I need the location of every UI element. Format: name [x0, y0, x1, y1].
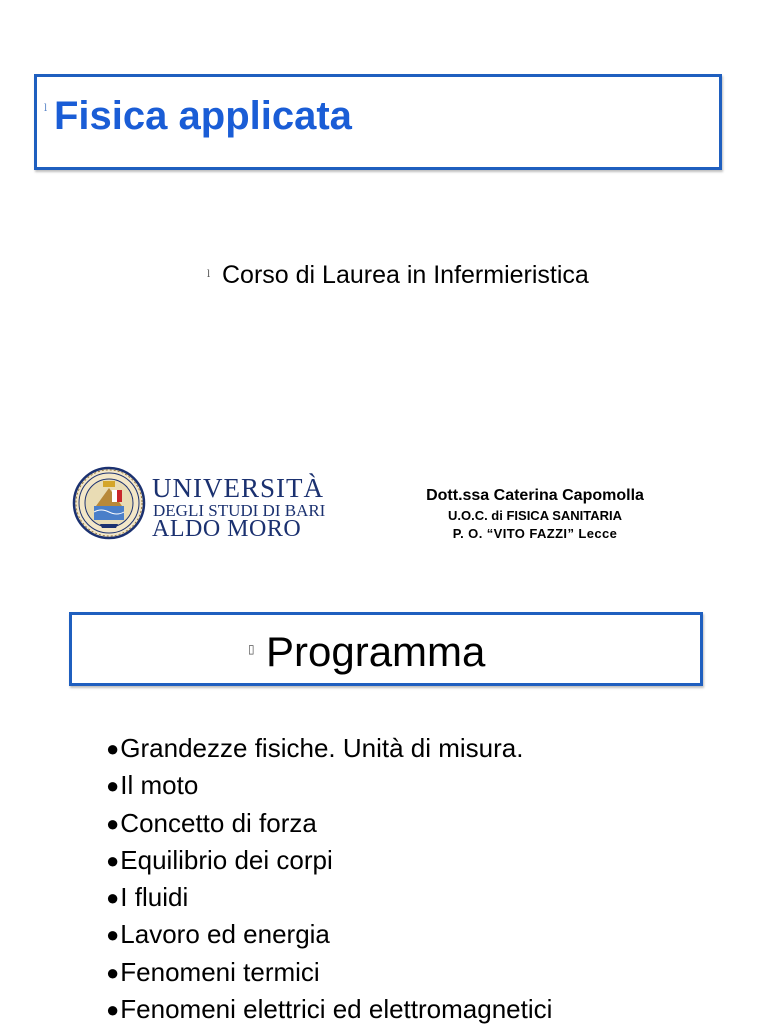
- bullet-icon: ●: [106, 810, 120, 836]
- list-item: [106, 916, 552, 953]
- logo-line-aldo-moro: ALDO MORO: [152, 516, 302, 542]
- topic-label: Il moto: [120, 770, 199, 801]
- list-item: [106, 767, 552, 804]
- logo-line-universita: UNIVERSITÀ: [152, 473, 324, 503]
- list-item: [106, 730, 552, 767]
- author-name: Dott.ssa Caterina Capomolla: [426, 487, 644, 504]
- university-seal-icon: [72, 466, 146, 540]
- bullet-icon: ●: [106, 736, 120, 761]
- program-bullet-mark: ▯: [248, 642, 255, 656]
- bullet-icon: ●: [106, 997, 120, 1023]
- author-hospital: P. O. “VITO FAZZI” Lecce: [452, 526, 618, 541]
- topic-list: [106, 730, 552, 1028]
- title-bullet-mark: l: [44, 103, 48, 114]
- page-title: Fisica applicata: [54, 94, 352, 138]
- author-department: U.O.C. di FISICA SANITARIA: [447, 508, 623, 523]
- bullet-icon: ●: [106, 922, 120, 948]
- list-item: [106, 991, 552, 1028]
- bullet-icon: ●: [106, 885, 120, 911]
- list-item: [106, 954, 552, 991]
- topic-label: I fluidi: [120, 882, 189, 913]
- topic-label: Grandezze fisiche. Unità di misura.: [120, 733, 524, 763]
- subtitle-bullet-mark: l: [207, 269, 211, 280]
- bullet-icon: ●: [106, 847, 120, 873]
- list-item: [106, 879, 552, 916]
- bullet-icon: ●: [106, 773, 120, 799]
- list-item: [106, 842, 552, 879]
- program-title: Programma: [266, 628, 486, 675]
- topic-label: Lavoro ed energia: [120, 919, 330, 950]
- topic-label: Concetto di forza: [120, 807, 317, 838]
- bullet-icon: ●: [106, 959, 120, 985]
- logo-line-studi-bari: DEGLI STUDI DI BARI: [153, 501, 326, 520]
- topic-label: Fenomeni elettrici ed elettromagnetici: [120, 994, 553, 1025]
- list-item: [106, 805, 552, 842]
- course-subtitle: Corso di Laurea in Infermieristica: [222, 261, 589, 289]
- topic-label: Fenomeni termici: [120, 956, 320, 987]
- topic-label: Equilibrio dei corpi: [120, 844, 333, 875]
